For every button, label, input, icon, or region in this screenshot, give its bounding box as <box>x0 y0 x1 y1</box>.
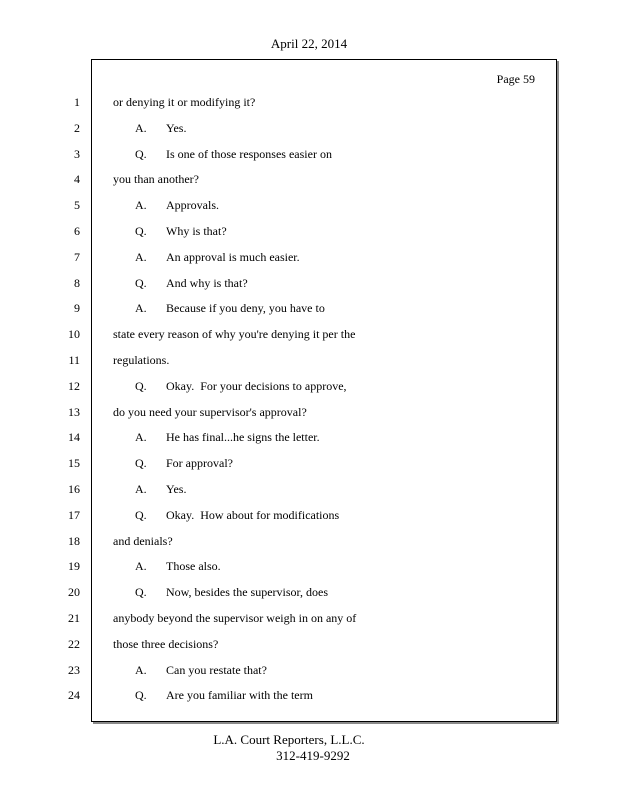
speaker-label: A. <box>135 198 147 212</box>
line-number: 12 <box>68 379 80 393</box>
line-text: Now, besides the supervisor, does <box>166 585 329 599</box>
line-text: Because if you deny, you have to <box>166 301 325 315</box>
transcript-line <box>135 456 233 471</box>
transcript-date: April 22, 2014 <box>270 36 348 51</box>
line-text: And why is that? <box>166 276 248 290</box>
transcript-line <box>135 121 186 136</box>
line-number: 7 <box>74 250 80 264</box>
speaker-label: A. <box>135 301 147 315</box>
line-text: regulations. <box>113 353 170 367</box>
speaker-label: A. <box>135 663 147 677</box>
line-number: 24 <box>68 688 80 702</box>
transcript-line <box>135 147 332 162</box>
transcript-line <box>135 585 328 600</box>
line-number: 4 <box>74 172 80 186</box>
transcript-line <box>135 688 313 703</box>
page-number: Page 59 <box>496 72 535 86</box>
footer-phone: 312-419-9292 <box>276 748 350 763</box>
speaker-label: A. <box>135 121 147 135</box>
line-text: state every reason of why you're denying it per the <box>113 327 356 341</box>
transcript-line <box>113 534 173 549</box>
line-number: 15 <box>68 456 80 470</box>
transcript-line <box>135 250 300 265</box>
transcript-line <box>113 353 169 368</box>
line-number: 23 <box>68 663 80 677</box>
line-text: Okay. For your decisions to approve, <box>166 379 347 393</box>
line-text: Okay. How about for modifications <box>166 508 340 522</box>
transcript-line <box>135 276 248 291</box>
line-text: For approval? <box>166 456 233 470</box>
line-text: Can you restate that? <box>166 663 267 677</box>
line-number: 1 <box>74 95 80 109</box>
line-text: or denying it or modifying it? <box>113 95 256 109</box>
transcript-line <box>135 663 267 678</box>
speaker-label: Q. <box>135 508 147 522</box>
line-number: 17 <box>68 508 80 522</box>
line-number: 16 <box>68 482 80 496</box>
line-text: anybody beyond the supervisor weigh in on any of <box>113 611 357 625</box>
transcript-line <box>113 327 355 342</box>
transcript-line <box>135 482 186 497</box>
line-text: Is one of those responses easier on <box>166 147 332 161</box>
line-number: 21 <box>68 611 80 625</box>
line-number: 13 <box>68 405 80 419</box>
speaker-label: Q. <box>135 224 147 238</box>
speaker-label: A. <box>135 559 147 573</box>
line-text: you than another? <box>113 172 199 186</box>
line-text: Why is that? <box>166 224 227 238</box>
transcript-line <box>135 430 320 445</box>
speaker-label: A. <box>135 482 147 496</box>
speaker-label: Q. <box>135 456 147 470</box>
line-text: Those also. <box>166 559 221 573</box>
transcript-line <box>113 95 255 110</box>
transcript-line <box>135 224 227 239</box>
speaker-label: Q. <box>135 379 147 393</box>
transcript-line <box>135 301 325 316</box>
line-number: 3 <box>74 147 80 161</box>
line-text: do you need your supervisor's approval? <box>113 405 307 419</box>
line-text: Yes. <box>166 482 187 496</box>
footer-company: L.A. Court Reporters, L.L.C. <box>213 732 365 747</box>
line-text: Approvals. <box>166 198 219 212</box>
speaker-label: Q. <box>135 276 147 290</box>
line-text: He has final...he signs the letter. <box>166 430 320 444</box>
transcript-line <box>113 172 199 187</box>
line-number: 14 <box>68 430 80 444</box>
line-number: 5 <box>74 198 80 212</box>
line-number: 10 <box>68 327 80 341</box>
line-number: 6 <box>74 224 80 238</box>
line-number: 22 <box>68 637 80 651</box>
line-number: 2 <box>74 121 80 135</box>
line-number: 9 <box>74 301 80 315</box>
speaker-label: Q. <box>135 585 147 599</box>
transcript-line <box>113 637 218 652</box>
speaker-label: A. <box>135 430 147 444</box>
speaker-label: A. <box>135 250 147 264</box>
transcript-line <box>113 405 307 420</box>
line-number: 11 <box>68 353 80 367</box>
line-text: Are you familiar with the term <box>166 688 313 702</box>
line-number: 18 <box>68 534 80 548</box>
transcript-line <box>135 508 339 523</box>
line-text: An approval is much easier. <box>166 250 300 264</box>
line-number: 20 <box>68 585 80 599</box>
transcript-line <box>135 198 219 213</box>
line-text: Yes. <box>166 121 187 135</box>
line-text: those three decisions? <box>113 637 219 651</box>
line-number: 8 <box>74 276 80 290</box>
speaker-label: Q. <box>135 147 147 161</box>
line-text: and denials? <box>113 534 173 548</box>
transcript-line <box>135 559 221 574</box>
line-number: 19 <box>68 559 80 573</box>
speaker-label: Q. <box>135 688 147 702</box>
transcript-line <box>113 611 356 626</box>
transcript-line <box>135 379 347 394</box>
